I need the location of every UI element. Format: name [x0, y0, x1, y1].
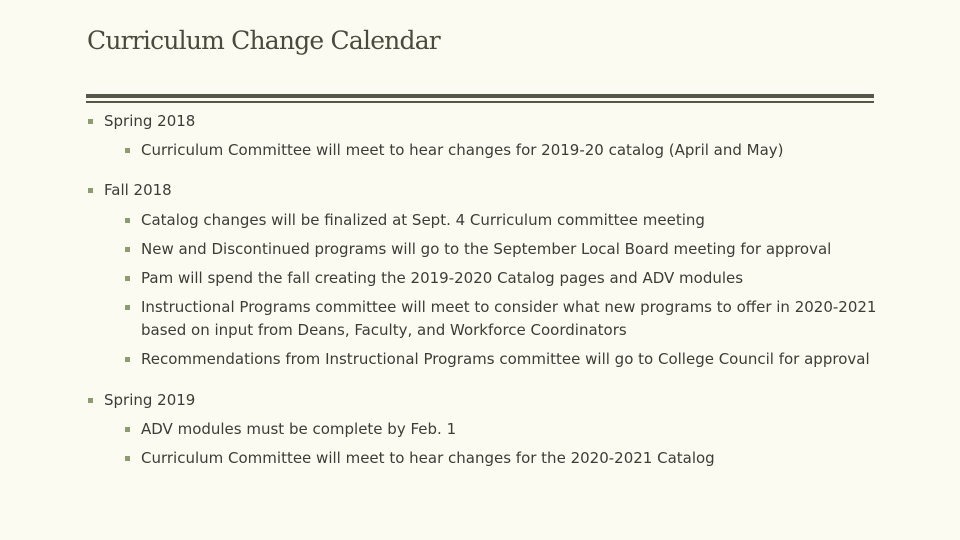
bullet-square-icon [88, 188, 93, 193]
list-item [141, 209, 705, 232]
bullet-square-icon [125, 276, 130, 281]
list-item [141, 139, 784, 162]
list-item [141, 296, 901, 342]
bullet-text: Pam will spend the fall creating the 2019-2020 Catalog pages and ADV modules [141, 269, 744, 287]
list-item [141, 418, 456, 441]
bullet-text: ADV modules must be complete by Feb. 1 [141, 420, 457, 438]
list-item [141, 267, 743, 290]
bullet-square-icon [125, 218, 130, 223]
section-heading-fall-2018 [104, 179, 172, 202]
bullet-text: Curriculum Committee will meet to hear changes for the 2020-2021 Catalog [141, 449, 715, 467]
section-heading-spring-2019 [104, 389, 195, 412]
bullet-text: Fall 2018 [104, 181, 172, 199]
section-heading-spring-2018 [104, 110, 195, 133]
list-item [141, 447, 715, 470]
bullet-square-icon [88, 119, 93, 124]
bullet-square-icon [125, 148, 130, 153]
bullet-text: Curriculum Committee will meet to hear changes for 2019-20 catalog (April and May) [141, 141, 784, 159]
bullet-text: Instructional Programs committee will meet to consider what new programs to offer in 2020-2021 based on input from Deans, Faculty, and Workforce Coordinators [141, 298, 877, 339]
bullet-text: New and Discontinued programs will go to the September Local Board meeting for approval [141, 240, 832, 258]
bullet-square-icon [125, 456, 130, 461]
bullet-text: Recommendations from Instructional Programs committee will go to College Council for approval [141, 350, 870, 368]
bullet-square-icon [125, 247, 130, 252]
list-item [141, 348, 870, 371]
bullet-square-icon [125, 427, 130, 432]
bullet-square-icon [125, 357, 130, 362]
slide-title: Curriculum Change Calendar [87, 26, 440, 55]
title-rule-thick [86, 94, 874, 98]
list-item [141, 238, 831, 261]
bullet-text: Catalog changes will be finalized at Sept. 4 Curriculum committee meeting [141, 211, 705, 229]
bullet-text: Spring 2019 [104, 391, 196, 409]
bullet-square-icon [88, 398, 93, 403]
bullet-text: Spring 2018 [104, 112, 196, 130]
bullet-square-icon [125, 305, 130, 310]
title-rule-thin [86, 101, 874, 103]
